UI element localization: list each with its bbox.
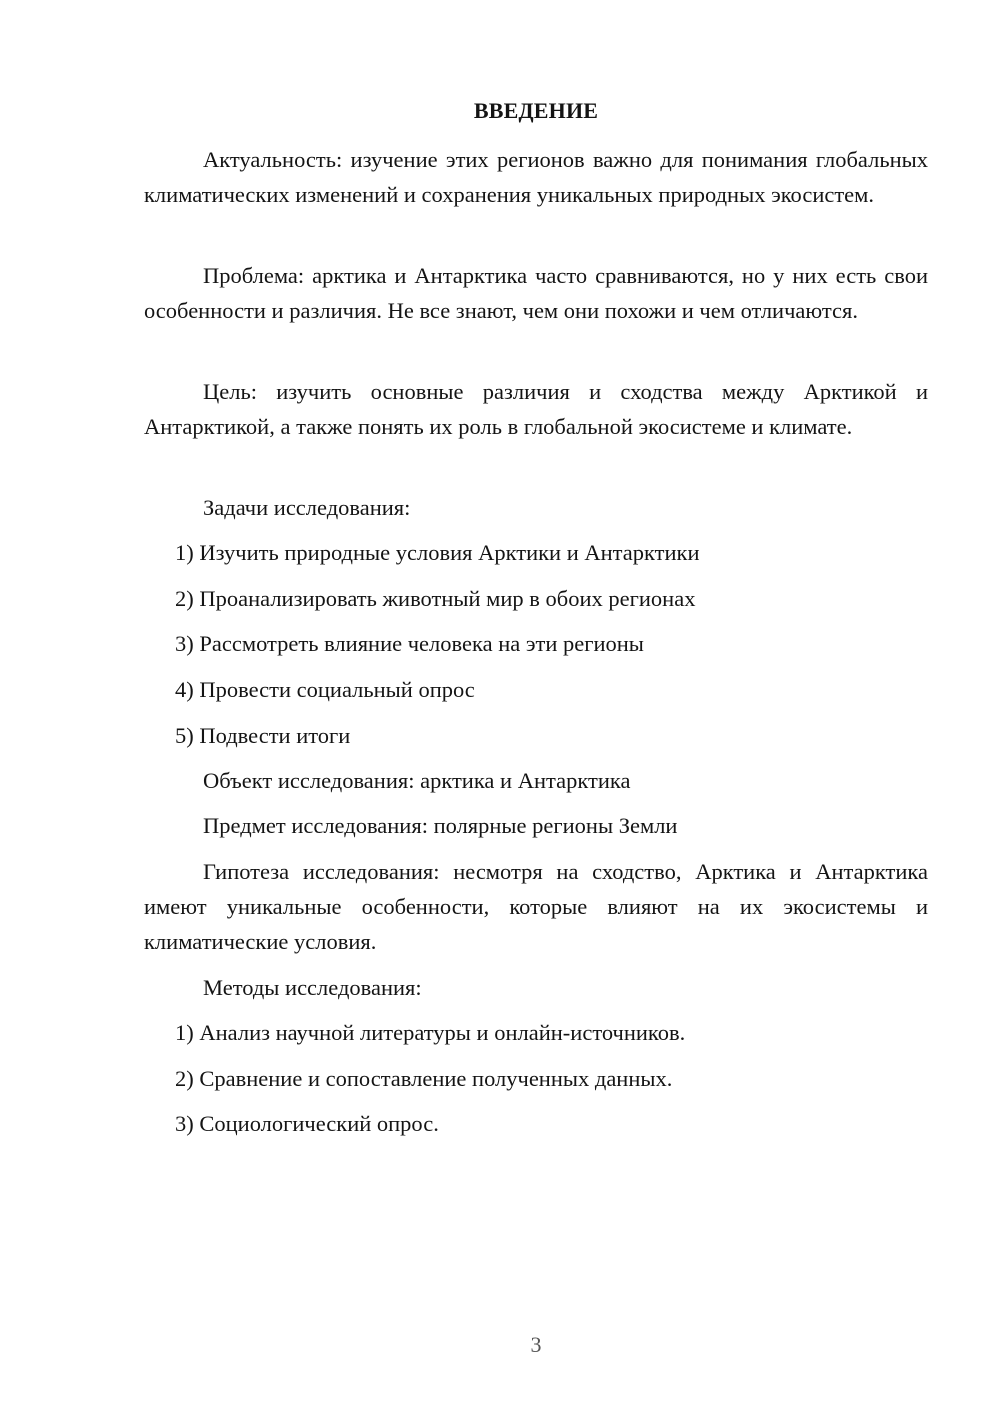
task-item: 1) Изучить природные условия Арктики и Антарктики <box>175 540 700 565</box>
section-title: ВВЕДЕНИЕ <box>473 98 599 123</box>
tasks-heading: Задачи исследования: <box>203 495 411 520</box>
page-number: 3 <box>530 1332 542 1357</box>
task-item: 4) Провести социальный опрос <box>175 677 475 702</box>
task-item: 5) Подвести итоги <box>175 723 351 748</box>
task-item: 2) Проанализировать животный мир в обоих регионах <box>175 586 696 611</box>
methods-heading: Методы исследования: <box>203 975 422 1000</box>
method-item: 2) Сравнение и сопоставление полученных данных. <box>175 1066 673 1091</box>
method-item: 1) Анализ научной литературы и онлайн-источников. <box>175 1020 686 1045</box>
relevance-paragraph: Актуальность: изучение этих регионов важно для понимания глобальных климатических изменений и сохранения уникальных природных экосистем. <box>144 147 928 207</box>
research-object: Объект исследования: арктика и Антарктика <box>203 768 631 793</box>
method-item: 3) Социологический опрос. <box>175 1111 439 1136</box>
document-page <box>144 0 928 1414</box>
hypothesis-paragraph: Гипотеза исследования: несмотря на сходство, Арктика и Антарктика имеют уникальные особенности, которые влияют на их экосистемы и климатические условия. <box>144 859 928 954</box>
task-item: 3) Рассмотреть влияние человека на эти регионы <box>175 631 644 656</box>
goal-paragraph: Цель: изучить основные различия и сходства между Арктикой и Антарктикой, а также понять их роль в глобальной экосистеме и климате. <box>144 379 928 439</box>
research-subject: Предмет исследования: полярные регионы Земли <box>203 813 678 838</box>
problem-paragraph: Проблема: арктика и Антарктика часто сравниваются, но у них есть свои особенности и различия. Не все знают, чем они похожи и чем отличаются. <box>144 263 928 323</box>
